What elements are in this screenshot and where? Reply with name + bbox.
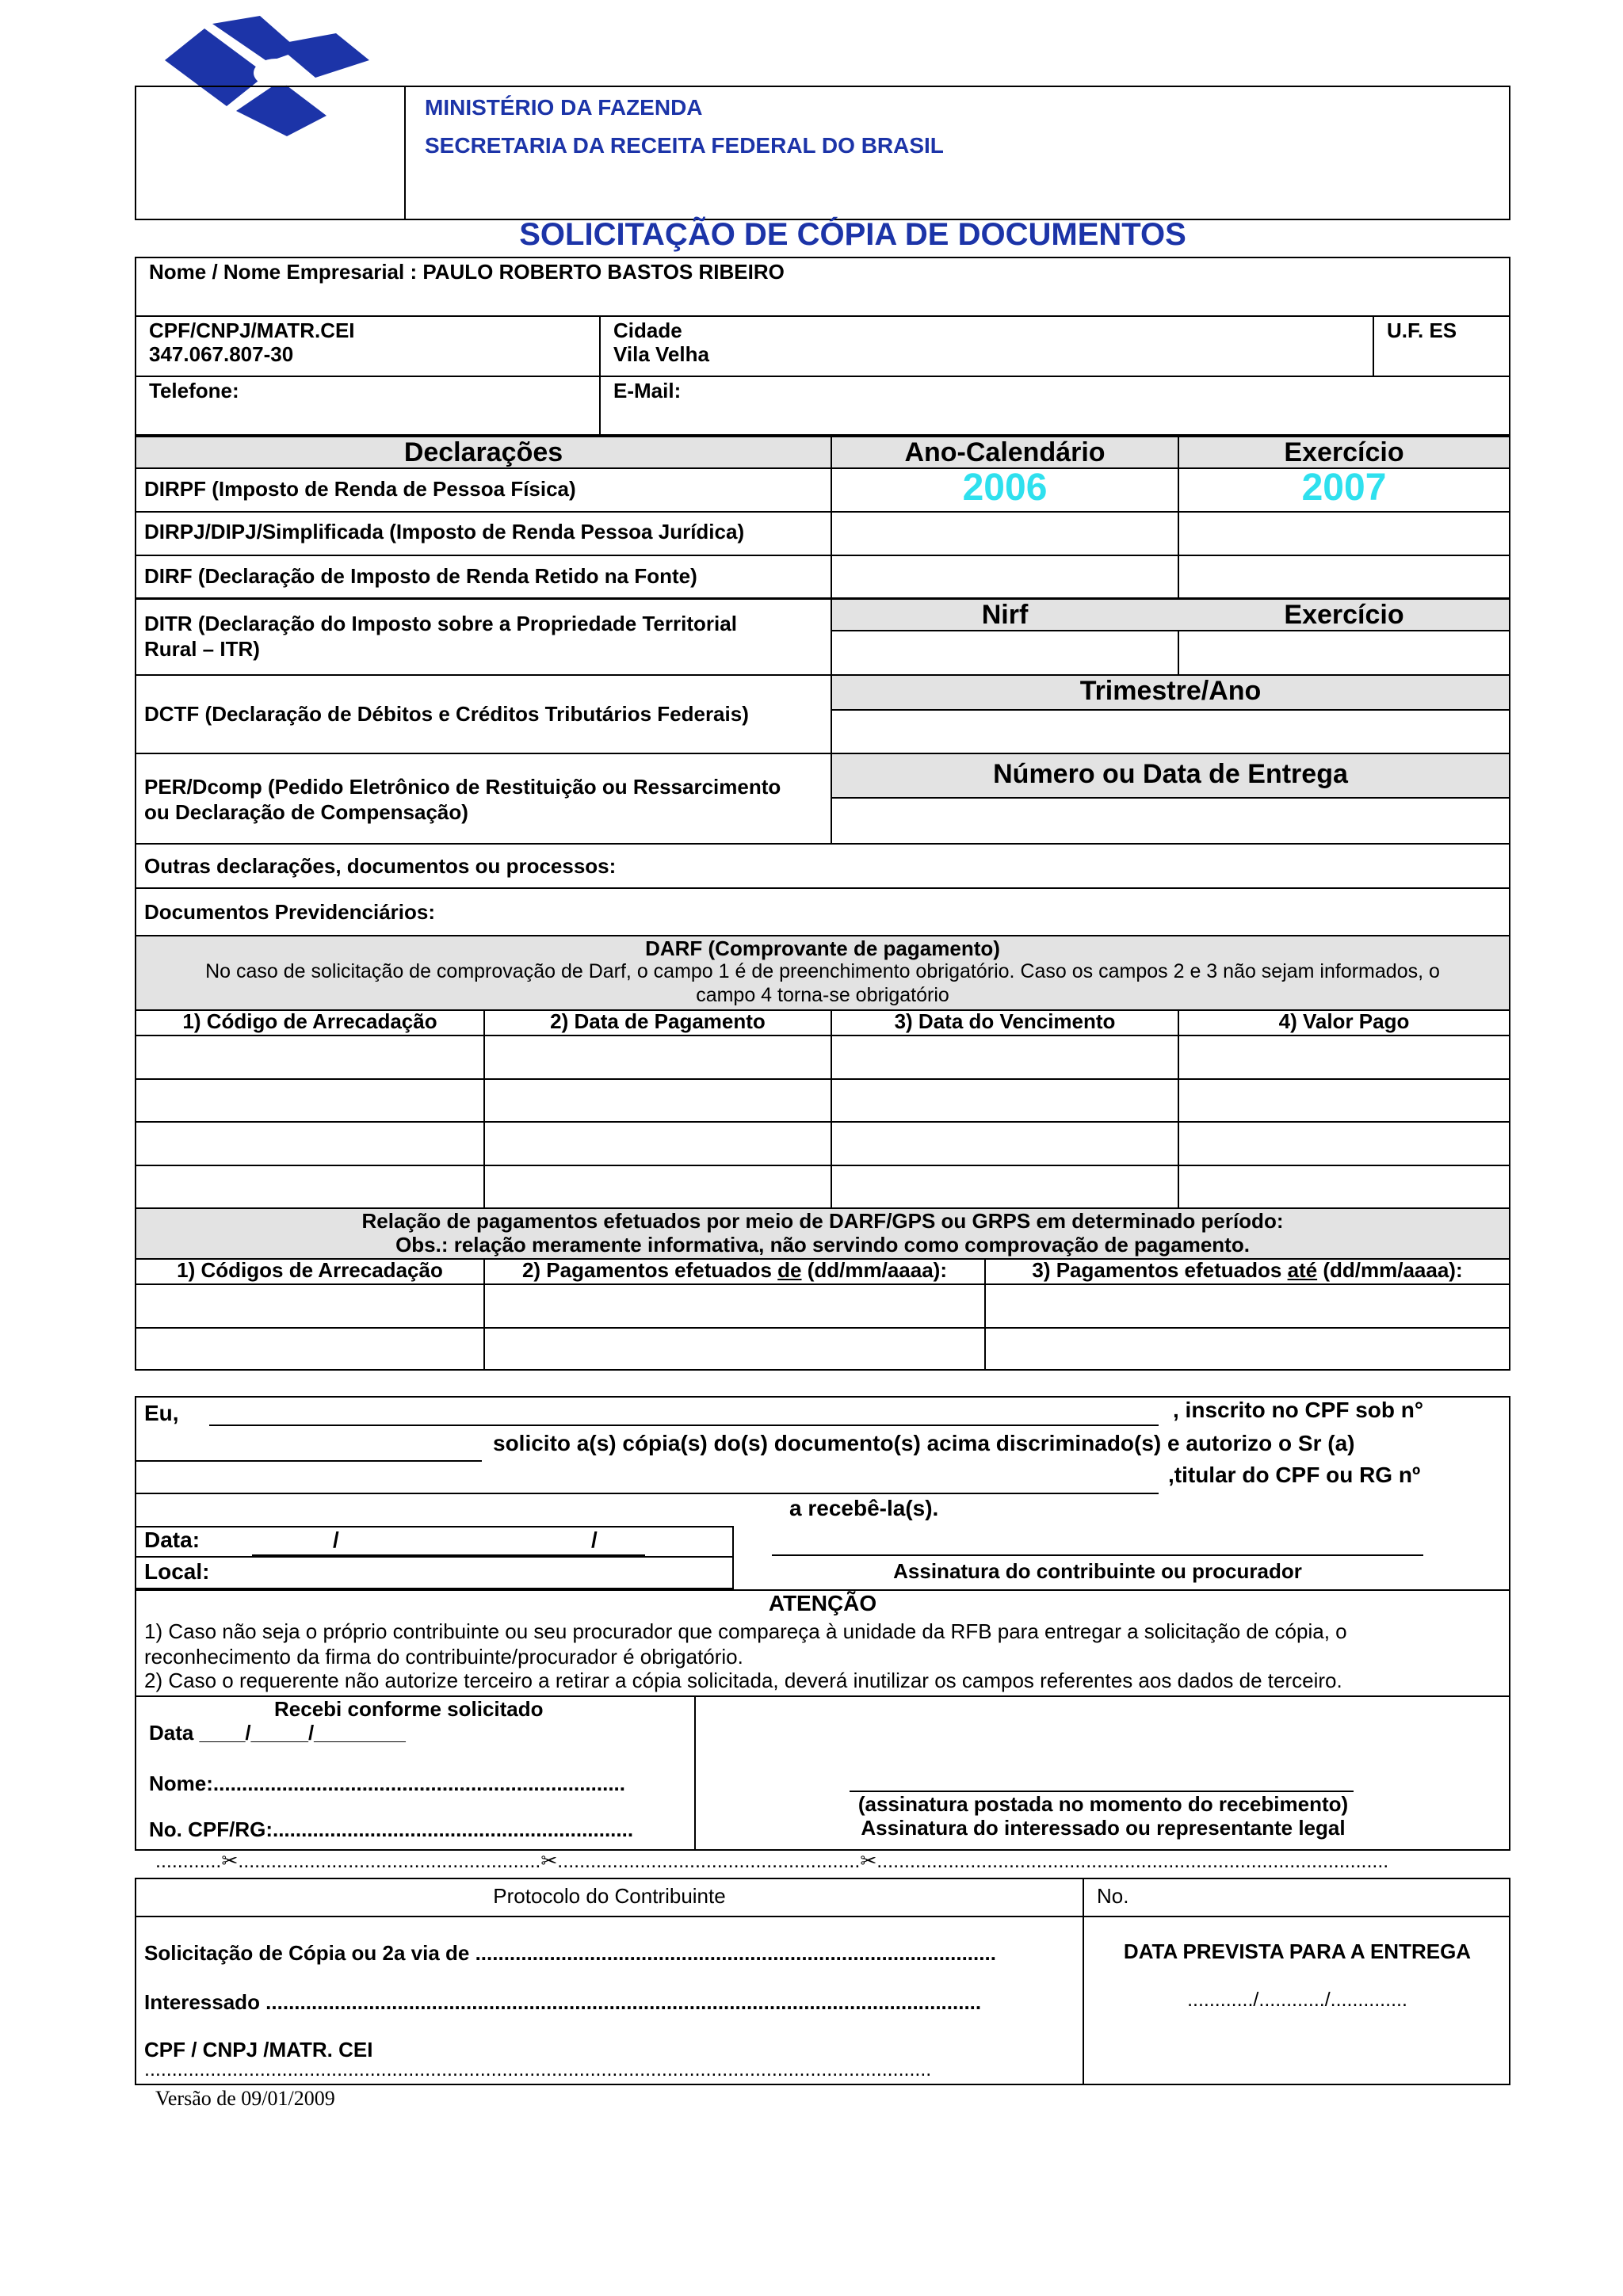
atencao-title: ATENÇÃO (768, 1591, 877, 1615)
darf-title: DARF (Comprovante de pagamento) (645, 936, 1000, 960)
cpf-blank-line[interactable] (136, 1460, 482, 1462)
receipt-signature-note: (assinatura postada no momento do recebimento) (857, 1792, 1349, 1816)
ditr-label-2: Rural – ITR) (144, 637, 260, 661)
uf-field[interactable]: U.F. ES (1387, 318, 1457, 342)
data-label: Data: (144, 1527, 200, 1552)
relacao-col-pagamentos-de: 2) Pagamentos efetuados de (dd/mm/aaaa): (521, 1258, 948, 1282)
protocol-number-label: No. (1097, 1884, 1129, 1908)
third-party-blank-line[interactable] (136, 1493, 1159, 1494)
col-ano-calendario: Ano-Calendário (904, 437, 1106, 467)
data-local-box (135, 1526, 734, 1589)
cpf-value[interactable]: 347.067.807-30 (149, 342, 294, 366)
col-exercicio-ditr: Exercício (1284, 600, 1404, 630)
dirpf-exercise[interactable]: 2007 (1301, 467, 1387, 509)
date-slash-1: / (333, 1527, 339, 1552)
date-slash-2: / (591, 1527, 598, 1552)
atencao-item-1a: 1) Caso não seja o próprio contribuinte ou seu procurador que compareça à unidade da RFB para entregar a solicitação de cópia, o (144, 1619, 1347, 1643)
receipt-signature-label: Assinatura do interessado ou representante legal (861, 1816, 1346, 1840)
col-numero-data-entrega: Número ou Data de Entrega (993, 759, 1348, 789)
darf-note-2: campo 4 torna-se obrigatório (696, 984, 949, 1006)
name-blank-line[interactable] (209, 1425, 1159, 1426)
inscrito-label: , inscrito no CPF sob n° (1173, 1398, 1424, 1422)
recebi-label: Recebi conforme solicitado (274, 1697, 544, 1721)
darf-col-data-pagamento: 2) Data de Pagamento (550, 1009, 766, 1033)
relacao-title: Relação de pagamentos efetuados por meio de DARF/GPS ou GRPS em determinado período: (361, 1209, 1284, 1233)
cpf-label: CPF/CNPJ/MATR.CEI (149, 318, 355, 342)
data-prevista-label: DATA PREVISTA PARA A ENTREGA (1123, 1939, 1472, 1963)
col-nirf: Nirf (981, 600, 1029, 630)
darf-col-codigo: 1) Código de Arrecadação (182, 1009, 437, 1033)
scissors-icon: ✂ (540, 1850, 558, 1872)
city-label: Cidade (613, 318, 682, 342)
city-value[interactable]: Vila Velha (613, 342, 709, 366)
eu-label: Eu, (144, 1401, 179, 1425)
phone-field[interactable]: Telefone: (149, 379, 239, 402)
perdcomp-label-2: ou Declaração de Compensação) (144, 800, 468, 824)
dirf-label: DIRF (Declaração de Imposto de Renda Retido na Fonte) (144, 564, 697, 588)
secretariat-name: SECRETARIA DA RECEITA FEDERAL DO BRASIL (425, 133, 944, 158)
date-blank-line[interactable] (252, 1554, 645, 1556)
protocol-title: Protocolo do Contribuinte (493, 1884, 726, 1908)
receipt-cpf-rg-field[interactable]: No. CPF/RG:............................................................... (149, 1817, 634, 1841)
cut-line[interactable]: ............✂.......................................................✂.......................................................✂............................................................................................. (155, 1850, 1389, 1872)
email-field[interactable]: E-Mail: (613, 379, 682, 402)
col-declaracoes: Declarações (403, 437, 563, 467)
darf-col-data-vencimento: 3) Data do Vencimento (894, 1009, 1116, 1033)
relacao-obs: Obs.: relação meramente informativa, não servindo como comprovação de pagamento. (395, 1233, 1250, 1257)
atencao-item-1b: reconhecimento da firma do contribuinte/procurador é obrigatório. (144, 1645, 743, 1669)
dctf-label: DCTF (Declaração de Débitos e Créditos Tributários Federais) (144, 702, 749, 726)
name-field[interactable]: Nome / Nome Empresarial : PAULO ROBERTO BASTOS RIBEIRO (149, 260, 785, 284)
dirpf-label: DIRPF (Imposto de Renda de Pessoa Física) (144, 477, 576, 501)
receipt-date-field[interactable]: Data ____/_____/________ (149, 1721, 406, 1745)
scissors-icon: ✂ (860, 1850, 877, 1872)
protocol-cpf-label: CPF / CNPJ /MATR. CEI (144, 2038, 373, 2061)
page-title: SOLICITAÇÃO DE CÓPIA DE DOCUMENTOS (519, 217, 1186, 252)
previdenciarios-label: Documentos Previdenciários: (144, 900, 435, 924)
atencao-item-2: 2) Caso o requerente não autorize terceiro a retirar a cópia solicitada, deverá inutilizar os campos referentes aos dados de terceiro. (144, 1669, 1342, 1692)
relacao-col-pagamentos-ate: 3) Pagamentos efetuados até (dd/mm/aaaa): (1032, 1258, 1463, 1282)
receber-label: a recebê-la(s). (789, 1496, 939, 1520)
signature-blank-line[interactable] (772, 1554, 1423, 1556)
col-exercicio: Exercício (1284, 437, 1404, 467)
ditr-label-1: DITR (Declaração do Imposto sobre a Propriedade Territorial (144, 612, 737, 635)
darf-col-valor-pago: 4) Valor Pago (1278, 1009, 1410, 1033)
outras-label: Outras declarações, documentos ou processos: (144, 854, 617, 878)
dirpf-year[interactable]: 2006 (962, 467, 1048, 509)
darf-note-1: No caso de solicitação de comprovação de Darf, o campo 1 é de preenchimento obrigatório. Caso os campos 2 e 3 não sejam informados, o (205, 960, 1440, 982)
ministry-name: MINISTÉRIO DA FAZENDA (425, 95, 703, 120)
scissors-icon: ✂ (221, 1850, 239, 1872)
data-prevista-field[interactable]: ............/............/.............. (1187, 1989, 1407, 2011)
assinatura-label: Assinatura do contribuinte ou procurador (893, 1559, 1302, 1583)
titular-label: ,titular do CPF ou RG nº (1168, 1463, 1421, 1487)
solicito-label: solicito a(s) cópia(s) do(s) documento(s) acima discriminado(s) e autorizo o Sr (a) (493, 1431, 1355, 1455)
version-label: Versão de 09/01/2009 (155, 2087, 335, 2110)
perdcomp-label-1: PER/Dcomp (Pedido Eletrônico de Restituição ou Ressarcimento (144, 775, 781, 799)
protocol-solicitacao[interactable]: Solicitação de Cópia ou 2a via de ........................................................................................... (144, 1941, 996, 1965)
protocol-cpf-dots[interactable]: ............................................................................................................................................... (144, 2058, 932, 2081)
local-label: Local: (144, 1559, 210, 1584)
dirpj-label: DIRPJ/DIPJ/Simplificada (Imposto de Renda Pessoa Jurídica) (144, 520, 745, 543)
protocol-interessado[interactable]: Interessado ............................................................................................................................. (144, 1990, 982, 2014)
relacao-col-codigos: 1) Códigos de Arrecadação (177, 1258, 443, 1282)
col-trimestre-ano: Trimestre/Ano (1079, 676, 1262, 706)
receipt-name-field[interactable]: Nome:........................................................................ (149, 1772, 625, 1795)
